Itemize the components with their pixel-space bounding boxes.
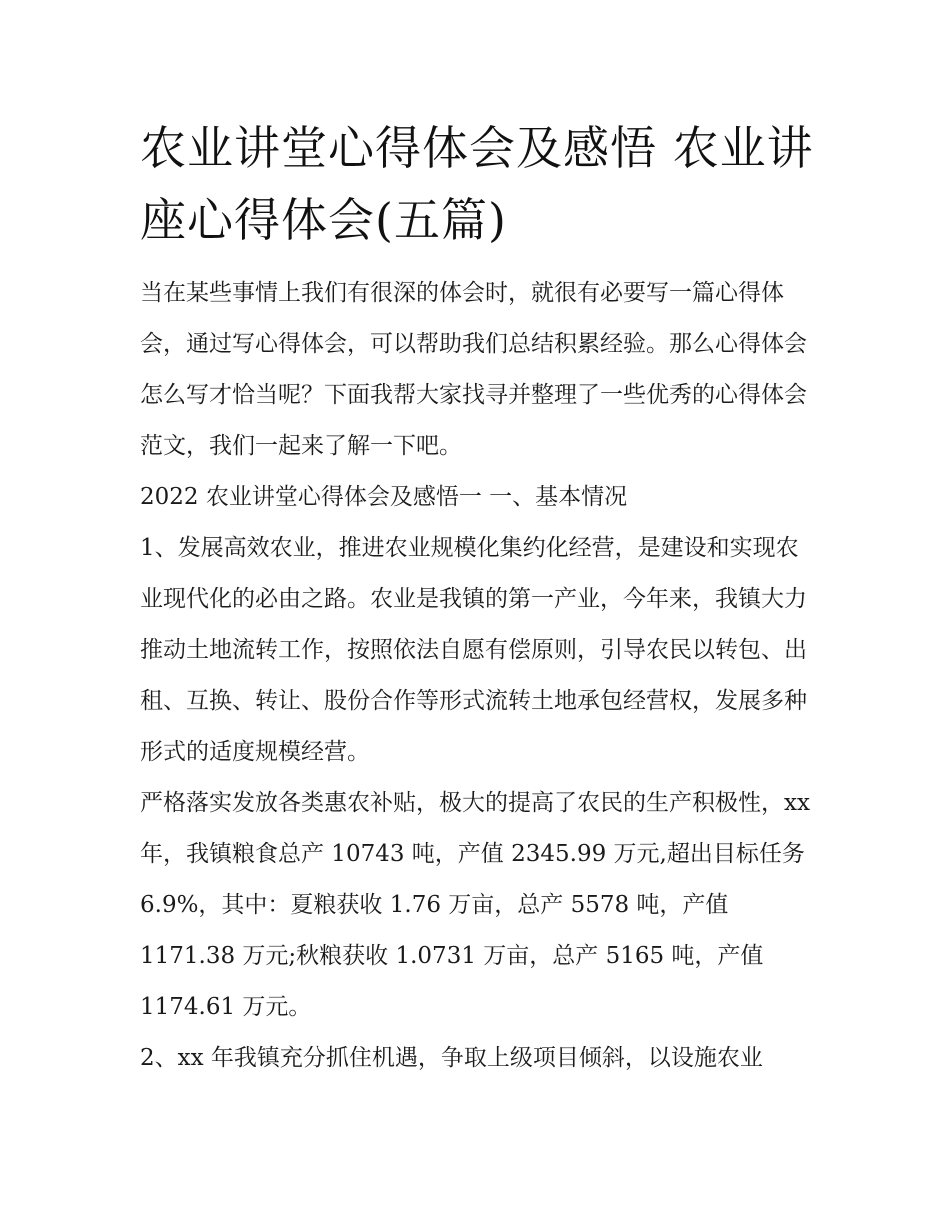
document-title: 农业讲堂心得体会及感悟 农业讲座心得体会(五篇) bbox=[140, 121, 814, 247]
document-body bbox=[140, 112, 816, 1084]
intro-paragraph: 当在某些事情上我们有很深的体会时，就很有必要写一篇心得体会，通过写心得体会，可以帮助我们总结积累经验。那么心得体会怎么写才恰当呢？下面我帮大家找寻并整理了一些优秀的心得体会范文，我们一起来了解一下吧。 bbox=[140, 280, 807, 459]
body-paragraph: 1、发展高效农业，推进农业规模化集约化经营，是建设和实现农业现代化的必由之路。农业是我镇的第一产业，今年来，我镇大力推动土地流转工作，按照依法自愿有偿原则，引导农民以转包、出租、互换、转让、股份合作等形式流转土地承包经营权，发展多种形式的适度规模经营。 bbox=[140, 535, 807, 765]
body-paragraph: 严格落实发放各类惠农补贴，极大的提高了农民的生产积极性，xx 年，我镇粮食总产 10743 吨，产值 2345.99 万元,超出目标任务 6.9%，其中：夏粮获收 1.76 万亩，总产 5578 吨，产值 1171.38 万元;秋粮获收 1.0731 万亩，总产 5165 吨，产值 1174.61 万元。 bbox=[140, 790, 810, 1020]
section-heading: 2022 农业讲堂心得体会及感悟一 一、基本情况 bbox=[140, 484, 628, 510]
body-paragraph: 2、xx 年我镇充分抓住机遇，争取上级项目倾斜，以设施农业 bbox=[140, 1045, 763, 1071]
